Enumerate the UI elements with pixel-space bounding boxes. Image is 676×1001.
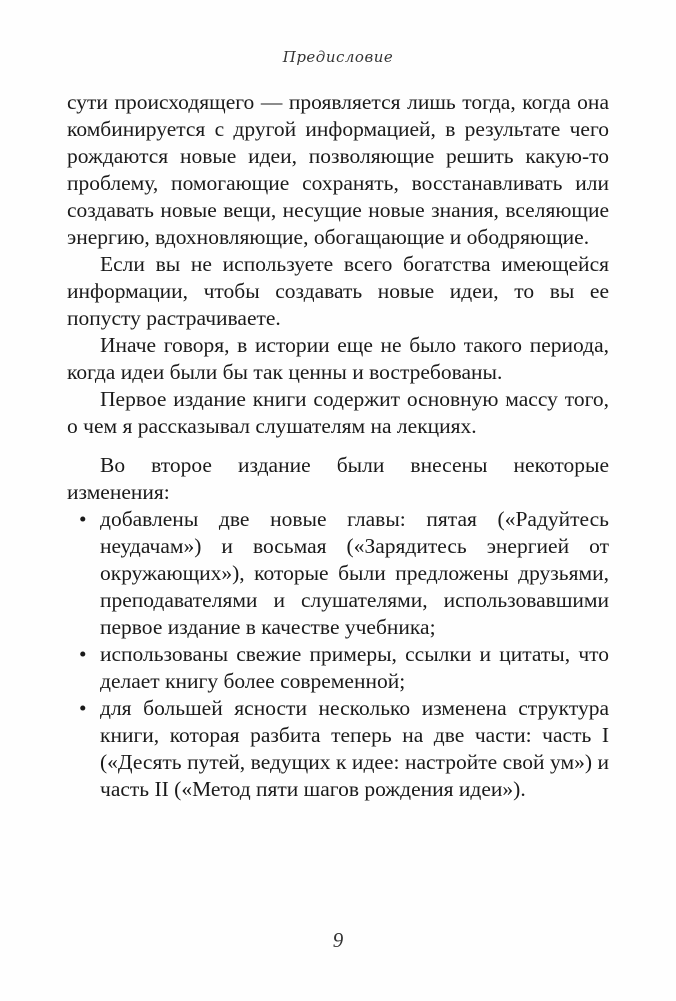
section-gap xyxy=(67,440,609,452)
list-item-text: использованы свежие примеры, ссылки и цитаты, что делает книгу более современной; xyxy=(100,642,609,693)
paragraph: Иначе говоря, в истории еще не было такого периода, когда идеи были бы так ценны и востребованы. xyxy=(67,333,609,384)
paragraph-continuation: сути происходящего — проявляется лишь тогда, когда она комбинируется с другой информацией, в результате чего рождаются новые идеи, позволяющие решить какую-то проблему, помогающие сохранять, восстанавливать или создавать новые вещи, несущие новые знания, вселяющие энергию, вдохновляющие, обогащающие и ободряющие. xyxy=(67,90,609,249)
page-body xyxy=(67,89,609,803)
paragraph: Первое издание книги содержит основную массу того, о чем я рассказывал слушателям на лекциях. xyxy=(67,387,609,438)
list-item xyxy=(67,641,609,695)
page-number: 9 xyxy=(332,928,344,952)
list-item xyxy=(67,506,609,641)
bullet-icon: • xyxy=(79,507,87,531)
bullet-icon: • xyxy=(79,642,87,666)
list-item-text: добавлены две новые главы: пятая («Радуйтесь неудачам») и восьмая («Зарядитесь энергией от окружающих»), которые были предложены друзьями, преподавателями и слушателями, использовавшими первое издание в качестве учебника; xyxy=(100,507,609,639)
list-item-text: для большей ясности несколько изменена структура книги, которая разбита теперь на две части: часть I («Десять путей, ведущих к идее: настройте свой ум») и часть II («Метод пяти шагов рождения идеи»). xyxy=(100,696,609,801)
bullet-icon: • xyxy=(79,696,87,720)
list-intro: Во второе издание были внесены некоторые изменения: xyxy=(67,453,609,504)
list-item xyxy=(67,695,609,803)
running-head: Предисловие xyxy=(282,48,394,66)
paragraph: Если вы не используете всего богатства имеющейся информации, чтобы создавать новые идеи, то вы ее попусту растрачиваете. xyxy=(67,252,609,330)
changes-list xyxy=(67,506,609,803)
